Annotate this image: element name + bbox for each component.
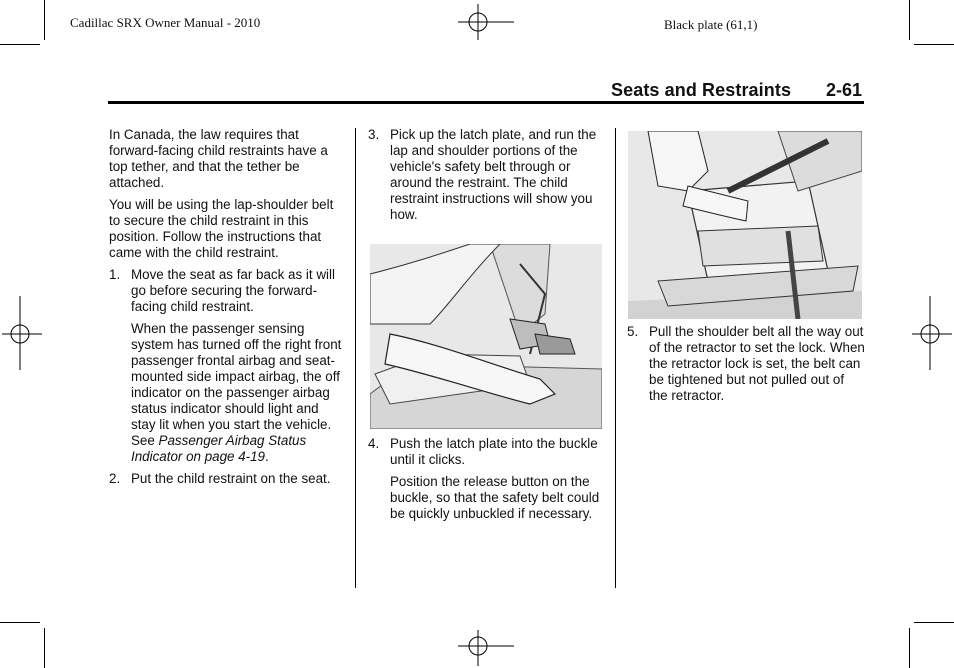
step-text: Pull the shoulder belt all the way out of the retractor to set the lock. When the retractor lock is set, the belt can be tightened but not pulled out of the retractor.: [649, 324, 865, 403]
column-2-lower: [368, 436, 604, 528]
list-item: [627, 324, 865, 404]
column-3: [627, 324, 865, 410]
step-number: 2.: [109, 471, 121, 486]
page-number: 2-61: [826, 80, 863, 100]
step-text: Put the child restraint on the seat.: [131, 471, 331, 486]
crop-mark: [909, 0, 910, 40]
registration-mark-icon: [2, 296, 42, 370]
document-title: Cadillac SRX Owner Manual - 2010: [70, 15, 261, 30]
registration-mark-icon: [912, 296, 952, 370]
paragraph: In Canada, the law requires that forward-facing child restraints have a top tether, and that the tether be attached.: [109, 127, 328, 190]
registration-mark-icon: [458, 4, 514, 40]
list-item: [368, 436, 604, 468]
step-number: 4.: [368, 436, 380, 451]
shoulder-belt-illustration-drawing: [628, 131, 862, 319]
registration-mark-icon: [458, 630, 514, 666]
latch-plate-illustration-drawing: [370, 244, 602, 429]
crop-mark: [0, 44, 40, 45]
latch-plate-illustration: [370, 244, 602, 429]
crop-mark: [914, 44, 954, 45]
step-text: Push the latch plate into the buckle until it clicks.: [390, 436, 598, 467]
paragraph: You will be using the lap-shoulder belt to secure the child restraint in this position. Follow the instructions that came with the child restraint.: [109, 197, 334, 260]
note-text: When the passenger sensing system has turned off the right front passenger frontal airbag and seat-mounted side impact airbag, the off indicator on the passenger airbag status indicator should light and stay lit when you start the vehicle. See: [131, 321, 342, 448]
column-2: [368, 127, 604, 229]
crop-mark: [44, 628, 45, 668]
cross-reference: Passenger Airbag Status Indicator on page 4-19: [131, 433, 307, 464]
section-title: Seats and Restraints: [611, 80, 792, 100]
list-item: [109, 471, 343, 487]
crop-mark: [0, 622, 40, 623]
step-text: Move the seat as far back as it will go before securing the forward-facing child restraint.: [131, 267, 335, 314]
note-end: .: [265, 449, 269, 464]
step-text: Pick up the latch plate, and run the lap and shoulder portions of the vehicle's safety belt through or around the restraint. The child restraint instructions will show you how.: [390, 127, 597, 222]
step-note: Position the release button on the buckle, so that the safety belt could be quickly unbuckled if necessary.: [390, 474, 600, 521]
column-1: [109, 127, 343, 493]
list-item: [368, 127, 604, 223]
header-rule: [108, 101, 864, 104]
column-divider: [615, 128, 616, 588]
step-note: [109, 321, 343, 465]
shoulder-belt-illustration: [628, 131, 862, 319]
step-number: 5.: [627, 324, 639, 339]
crop-mark: [914, 622, 954, 623]
column-divider: [355, 128, 356, 588]
step-number: 3.: [368, 127, 380, 142]
crop-mark: [44, 0, 45, 40]
list-item: [109, 267, 343, 315]
crop-mark: [909, 628, 910, 668]
plate-label: Black plate (61,1): [664, 17, 758, 32]
step-number: 1.: [109, 267, 121, 282]
